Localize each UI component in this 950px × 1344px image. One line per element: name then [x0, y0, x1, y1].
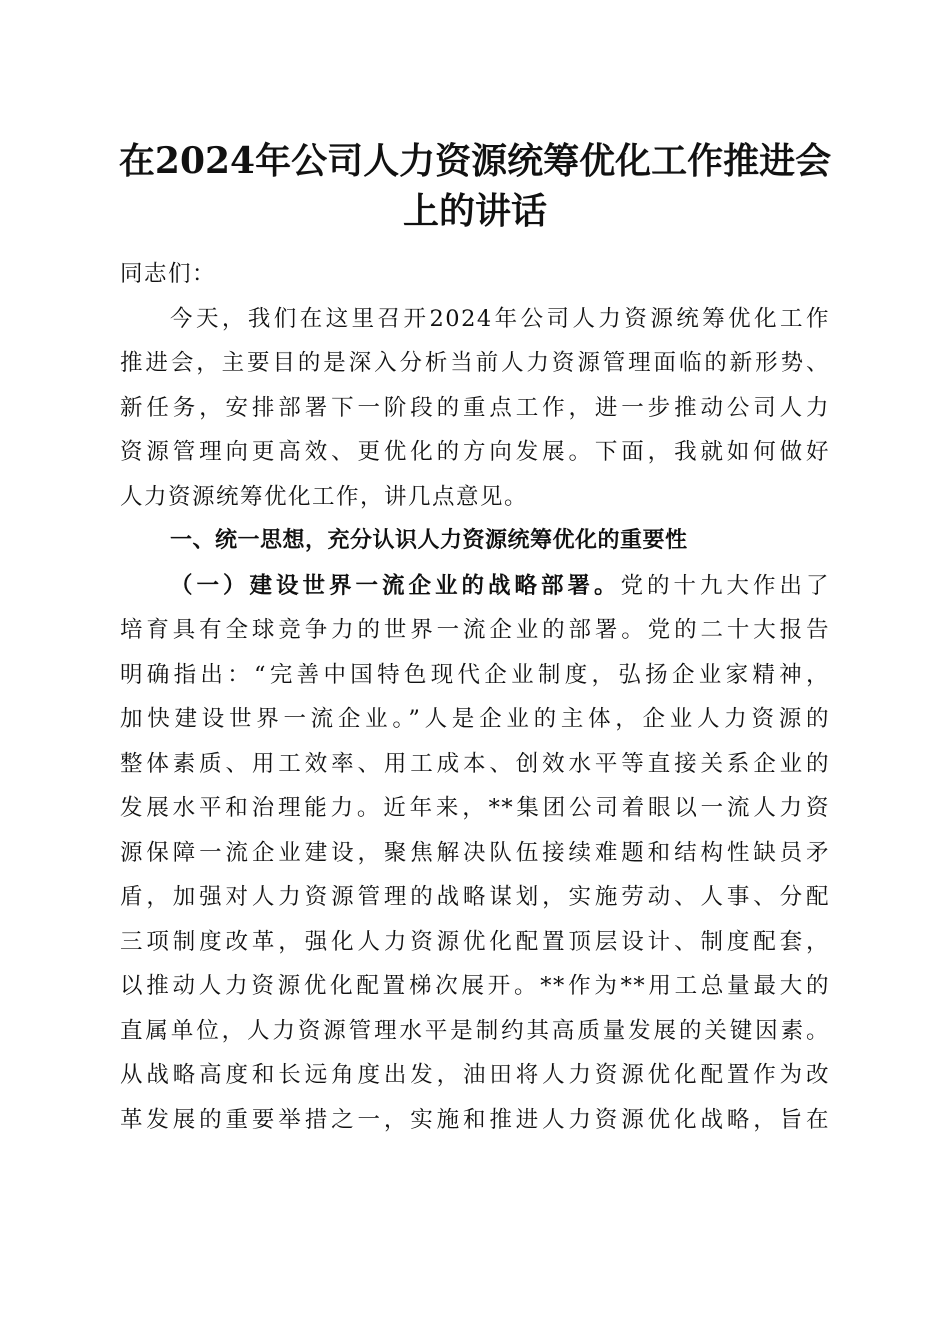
title-line-2: 上的讲话	[402, 190, 547, 232]
paragraph-line: 发展水平和治理能力。近年来，**集团公司着眼以一流人力资	[120, 795, 830, 821]
paragraph-line: 新任务，安排部署下一阶段的重点工作，进一步推动公司人力	[120, 394, 830, 421]
paragraph-first-line-rest: 党的十九大作出了	[620, 572, 830, 599]
paragraph-line: 源保障一流企业建设，聚焦解决队伍接续难题和结构性缺员矛	[120, 839, 830, 866]
paragraph-line: 三项制度改革，强化人力资源优化配置顶层设计、制度配套，	[120, 928, 830, 955]
section-heading: 一、统一思想，充分认识人力资源统筹优化的重要性	[170, 528, 688, 553]
paragraph-line: 人力资源统筹优化工作，讲几点意见。	[120, 483, 529, 510]
paragraph-line: 从战略高度和长远角度出发，油田将人力资源优化配置作为改	[120, 1062, 830, 1088]
salutation: 同志们：	[120, 261, 217, 287]
paragraph-line: 明确指出：“完善中国特色现代企业制度，弘扬企业家精神，	[120, 661, 830, 688]
subsection-title: （一）建设世界一流企业的战略部署。	[170, 572, 621, 599]
paragraph-line: 以推动人力资源优化配置梯次展开。**作为**用工总量最大的	[120, 973, 830, 999]
title-line-1: 在2024年公司人力资源统筹优化工作推进会	[118, 140, 832, 182]
document-title	[100, 136, 850, 236]
paragraph-subsection-1	[120, 564, 830, 1143]
paragraph-opening	[120, 297, 830, 520]
paragraph-line: 直属单位，人力资源管理水平是制约其高质量发展的关键因素。	[120, 1017, 830, 1044]
paragraph-line: 加快建设世界一流企业。”人是企业的主体，企业人力资源的	[120, 706, 830, 732]
paragraph-line: 盾，加强对人力资源管理的战略谋划，实施劳动、人事、分配	[120, 884, 830, 910]
document-body	[120, 252, 830, 1142]
paragraph-line: 培育具有全球竞争力的世界一流企业的部署。党的二十大报告	[120, 617, 830, 643]
paragraph-line: 推进会，主要目的是深入分析当前人力资源管理面临的新形势、	[120, 350, 830, 376]
paragraph-first-line	[120, 564, 830, 609]
paragraph-line: 整体素质、用工效率、用工成本、创效水平等直接关系企业的	[120, 750, 830, 777]
paragraph-line: 今天，我们在这里召开2024年公司人力资源统筹优化工作	[170, 305, 830, 332]
paragraph-line: 资源管理向更高效、更优化的方向发展。下面，我就如何做好	[120, 439, 830, 465]
paragraph-line: 革发展的重要举措之一，实施和推进人力资源优化战略，旨在	[120, 1106, 830, 1133]
